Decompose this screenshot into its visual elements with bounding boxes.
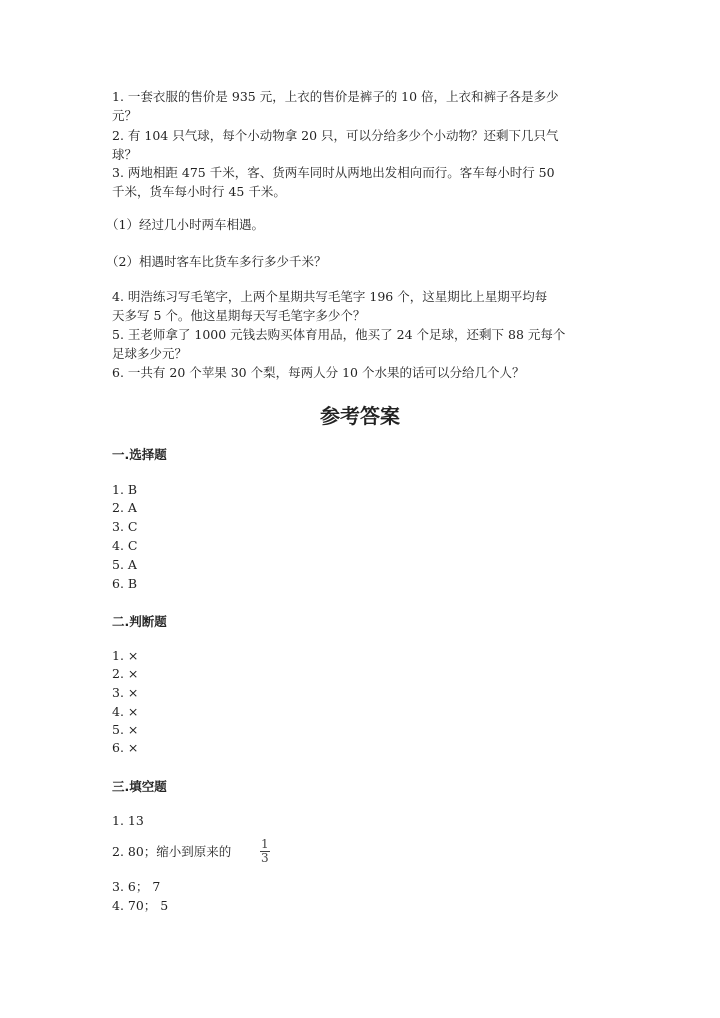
section-heading: 二.判断题 <box>112 614 167 629</box>
question-line: 5. 王老师拿了 1000 元钱去购买体育用品，他买了 24 个足球，还剩下 88 元每个 <box>112 327 566 342</box>
answer-item: 5. A <box>112 557 137 572</box>
answer-item: 1. × <box>112 648 139 663</box>
question-line: 2. 有 104 只气球，每个小动物拿 20 只，可以分给多少个小动物？还剩下几只气 <box>112 128 559 143</box>
question-line: 足球多少元？ <box>112 346 188 361</box>
answer-item: 3. C <box>112 519 138 534</box>
question-line: 元？ <box>112 108 138 123</box>
question-line: 球？ <box>112 147 138 162</box>
question-line: 1. 一套衣服的售价是 935 元，上衣的售价是裤子的 10 倍，上衣和裤子各是多少 <box>112 89 559 104</box>
question-line: 4. 明浩练习写毛笔字，上两个星期共写毛笔字 196 个，这星期比上星期平均每 <box>112 289 548 304</box>
answer-item: 3. 6； 7 <box>112 879 161 894</box>
answer-item: 6. B <box>112 576 138 591</box>
answer-item: 4. 70； 5 <box>112 898 169 913</box>
question-line: 天多写 5 个。他这星期每天写毛笔字多少个？ <box>112 308 366 323</box>
answer-item: 2. A <box>112 500 137 515</box>
answer-title: 参考答案 <box>320 404 400 428</box>
fraction-denominator: 3 <box>261 851 269 865</box>
answer-item: 5. × <box>112 722 139 737</box>
question-line: （2）相遇时客车比货车多行多少千米？ <box>106 254 327 269</box>
answer-item: 2. 80；缩小到原来的 <box>112 844 232 859</box>
answer-item: 1. 13 <box>112 813 144 828</box>
answer-item: 4. × <box>112 704 139 719</box>
question-line: （1）经过几小时两车相遇。 <box>106 217 264 232</box>
answer-item: 1. B <box>112 482 138 497</box>
question-line: 千米，货车每小时行 45 千米。 <box>112 184 286 199</box>
section-heading: 三.填空题 <box>112 779 167 794</box>
answer-item: 2. × <box>112 666 139 681</box>
answer-item: 3. × <box>112 685 139 700</box>
section-heading: 一.选择题 <box>112 447 167 462</box>
question-line: 3. 两地相距 475 千米，客、货两车同时从两地出发相向而行。客车每小时行 50 <box>112 165 555 180</box>
fraction-numerator: 1 <box>261 837 269 851</box>
answer-item: 4. C <box>112 538 138 553</box>
fraction <box>260 838 270 865</box>
question-line: 6. 一共有 20 个苹果 30 个梨，每两人分 10 个水果的话可以分给几个人？ <box>112 365 525 380</box>
answer-item: 6. × <box>112 740 139 755</box>
